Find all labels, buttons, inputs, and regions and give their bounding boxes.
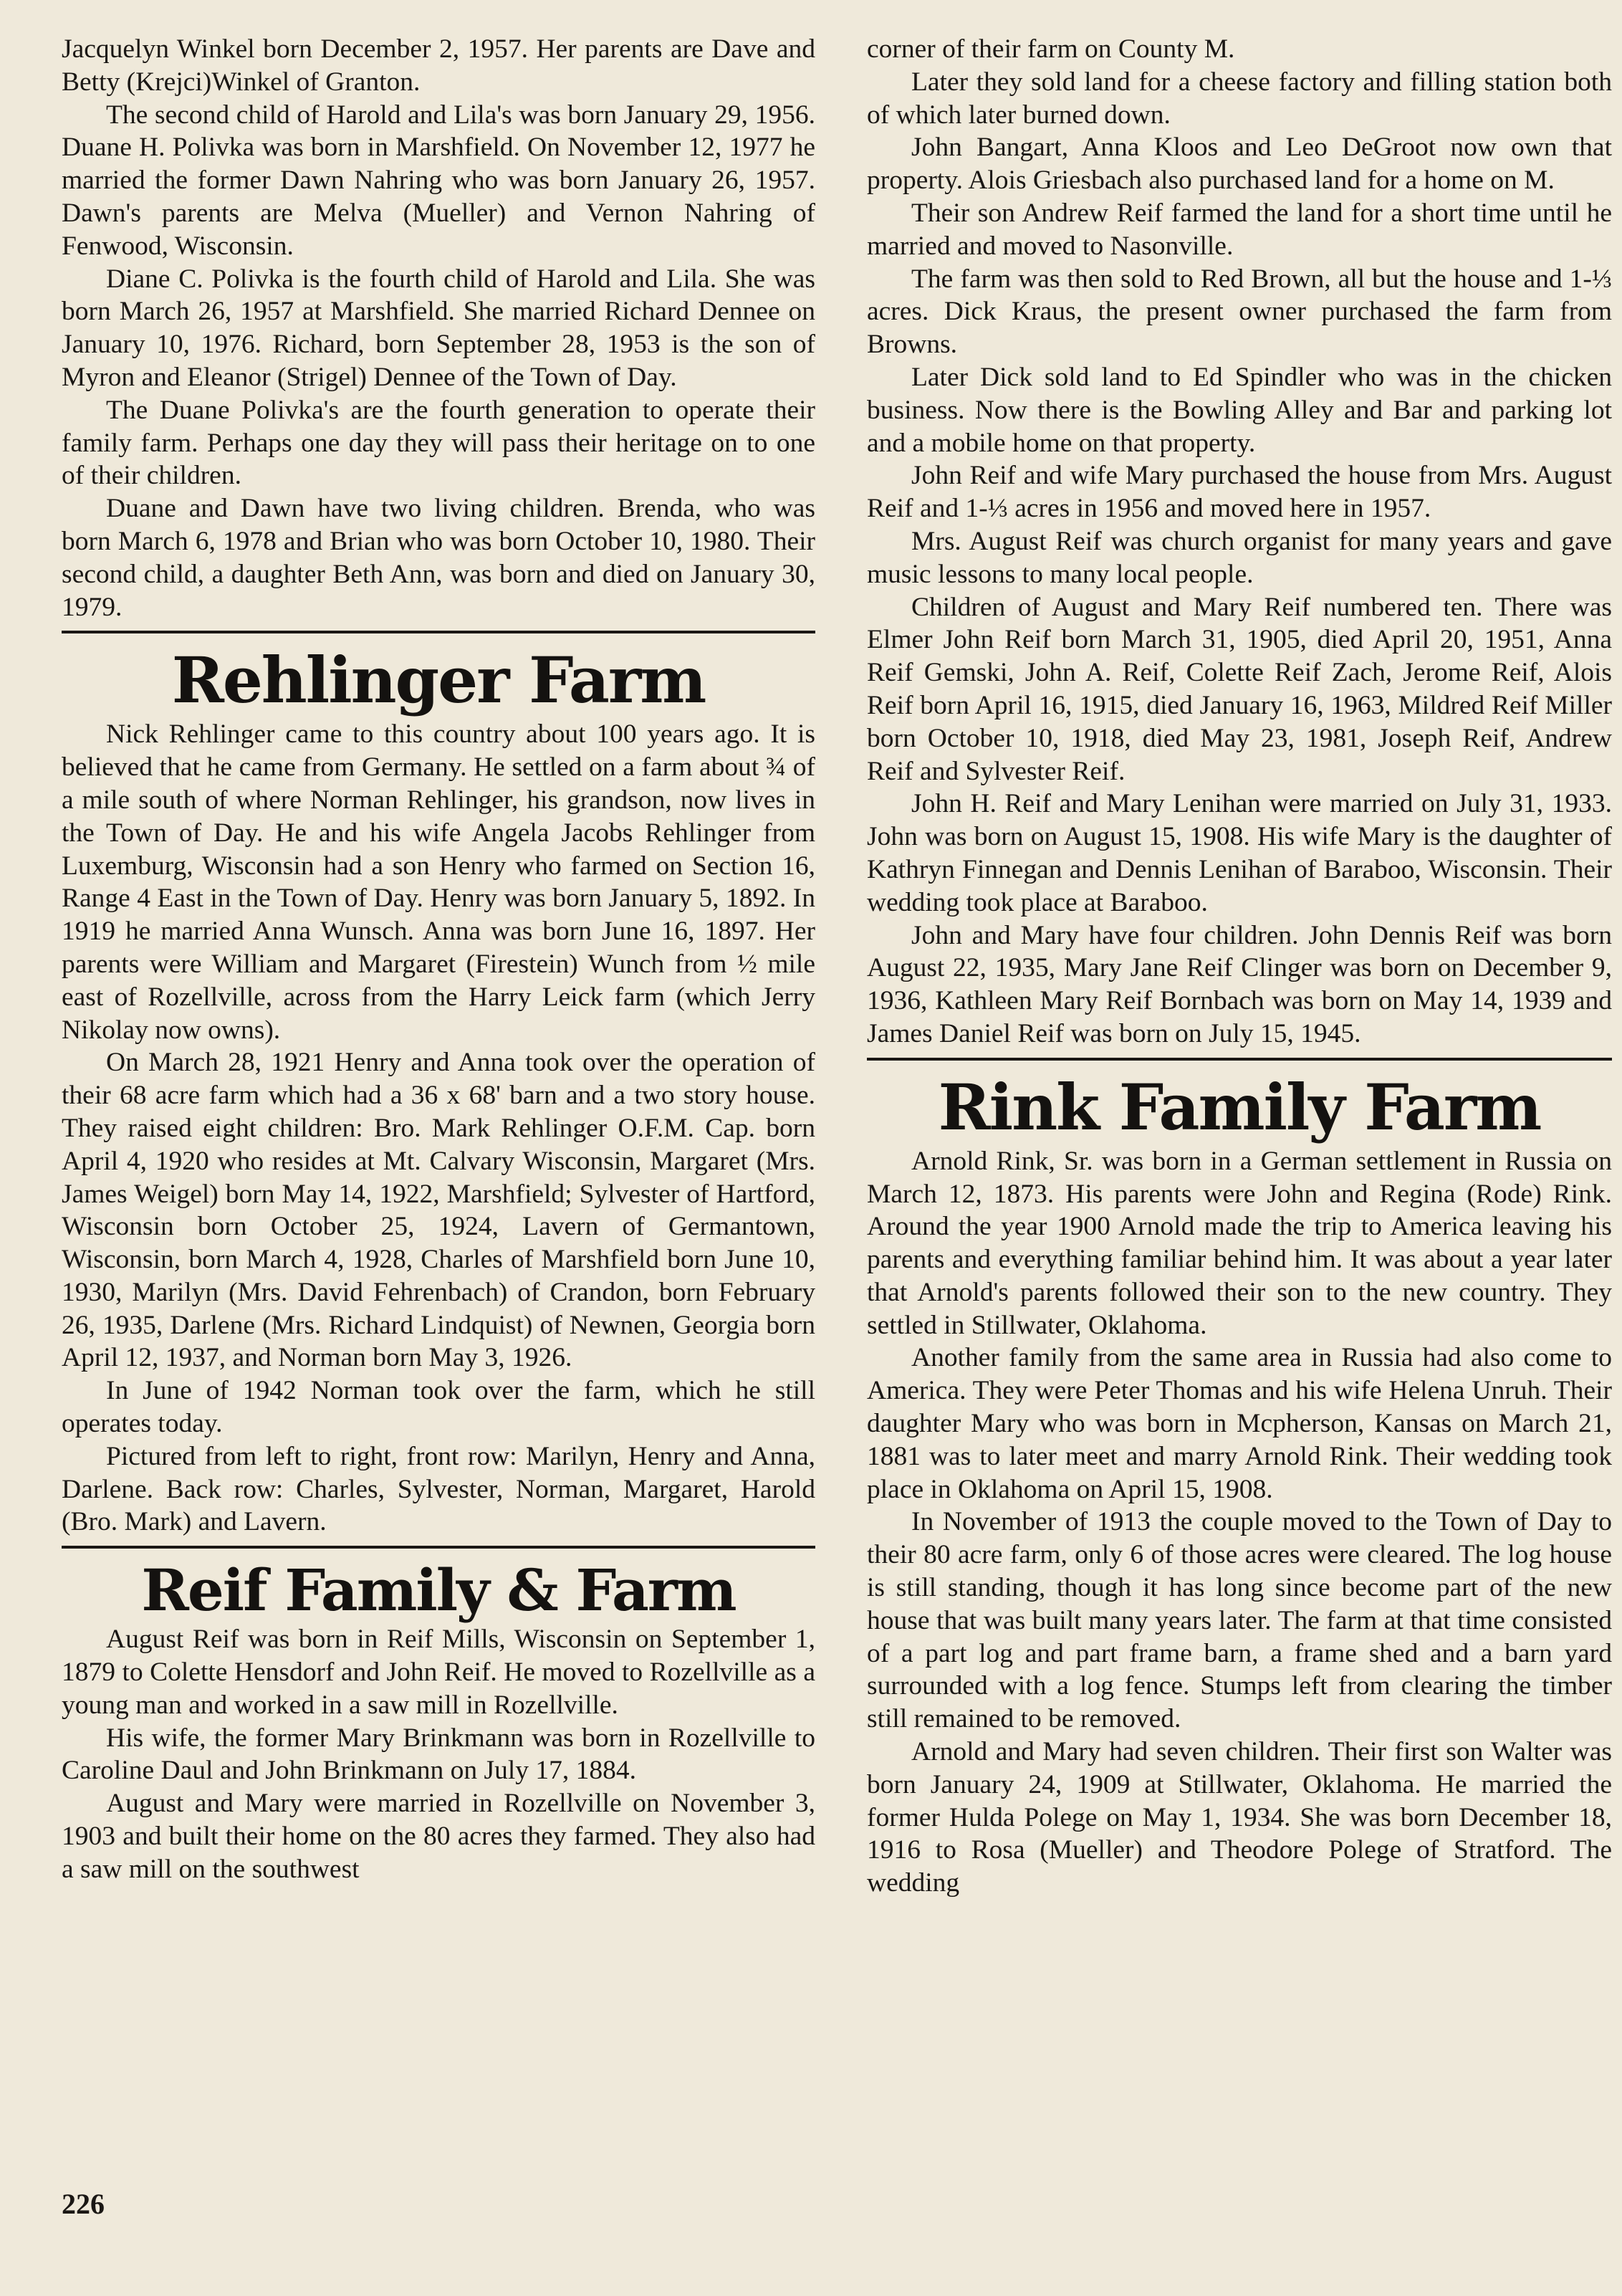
paragraph: The Duane Polivka's are the fourth generation to operate their family farm. Perhaps one day they will pass their heritage on to one of their children.: [62, 395, 815, 491]
section-heading-rink: Rink Family Farm: [938, 1069, 1541, 1144]
paragraph: August and Mary were married in Rozellville on November 3, 1903 and built their home on the 80 acres they farmed. They also had a saw mill on the southwest: [62, 1789, 815, 1884]
paragraph: John Bangart, Anna Kloos and Leo DeGroot now own that property. Alois Griesbach also purchased land for a home on M.: [867, 133, 1612, 196]
paragraph: John and Mary have four children. John Dennis Reif was born August 22, 1935, Mary Jane Reif Clinger was born on December 9, 1936, Kathleen Mary Reif Bornbach was born on May 14, 1939 and James Daniel Reif was born on July 15, 1945.: [867, 920, 1612, 1048]
left-column: [62, 33, 815, 1886]
paragraph: John Reif and wife Mary purchased the house from Mrs. August Reif and 1-⅓ acres in 1956 and moved here in 1957.: [867, 461, 1612, 524]
paragraph: Nick Rehlinger came to this country about 100 years ago. It is believed that he came from Germany. He settled on a farm about ¾ of a mile south of where Norman Rehlinger, his grandson, now lives in the Town of Day. He and his wife Angela Jacobs Rehlinger from Luxemburg, Wisconsin had a son Henry who farmed on Section 16, Range 4 East in the Town of Day. Henry was born January 5, 1892. In 1919 he married Anna Wunsch. Anna was born June 16, 1897. Her parents were William and Margaret (Firestein) Wunch from ½ mile east of Rozellville, across from the Harry Leick farm (which Jerry Nikolay now owns).: [62, 719, 815, 1045]
paragraph: Jacquelyn Winkel born December 2, 1957. Her parents are Dave and Betty (Krejci)Winkel of Granton.: [62, 34, 815, 97]
section-heading-rehlinger: Rehlinger Farm: [171, 643, 706, 718]
paragraph: The farm was then sold to Red Brown, all but the house and 1-⅓ acres. Dick Kraus, the present owner purchased the farm from Browns.: [867, 264, 1612, 360]
paragraph: Pictured from left to right, front row: Marilyn, Henry and Anna, Darlene. Back row: Charles, Sylvester, Norman, Margaret, Harold (Bro. Mark) and Lavern.: [62, 1441, 815, 1537]
paragraph: Their son Andrew Reif farmed the land for a short time until he married and moved to Nasonville.: [867, 198, 1612, 261]
paragraph: Later they sold land for a cheese factory and filling station both of which later burned down.: [867, 67, 1612, 130]
section-divider: [62, 631, 815, 633]
paragraph: In June of 1942 Norman took over the farm, which he still operates today.: [62, 1376, 815, 1439]
section-divider: [867, 1058, 1612, 1061]
page-number: 226: [62, 2188, 105, 2220]
paragraph: John H. Reif and Mary Lenihan were married on July 31, 1933. John was born on August 15, 1908. His wife Mary is the daughter of Kathryn Finnegan and Dennis Lenihan of Baraboo, Wisconsin. Their wedding took place at Baraboo.: [867, 789, 1612, 917]
section-heading-reif: Reif Family & Farm: [141, 1556, 736, 1625]
paragraph: On March 28, 1921 Henry and Anna took over the operation of their 68 acre farm which had a 36 x 68' barn and a two story house. They raised eight children: Bro. Mark Rehlinger O.F.M. Cap. born April 4, 1920 who resides at Mt. Calvary Wisconsin, Margaret (Mrs. James Weigel) born May 14, 1922, Marshfield; Sylvester of Hartford, Wisconsin born October 25, 1924, Lavern of Germantown, Wisconsin, born March 4, 1928, Charles of Marshfield born June 10, 1930, Marilyn (Mrs. David Fehrenbach) of Crandon, born February 26, 1935, Darlene (Mrs. Richard Lindquist) of Newnen, Georgia born April 12, 1937, and Norman born May 3, 1926.: [62, 1048, 815, 1373]
paragraph: Duane and Dawn have two living children. Brenda, who was born March 6, 1978 and Brian who was born October 10, 1980. Their second child, a daughter Beth Ann, was born and died on January 30, 1979.: [62, 494, 815, 622]
paragraph: Diane C. Polivka is the fourth child of Harold and Lila. She was born March 26, 1957 at Marshfield. She married Richard Dennee on January 10, 1976. Richard, born September 28, 1953 is the son of Myron and Eleanor (Strigel) Dennee of the Town of Day.: [62, 264, 815, 392]
paragraph: Mrs. August Reif was church organist for many years and gave music lessons to many local people.: [867, 526, 1612, 589]
paragraph: In November of 1913 the couple moved to the Town of Day to their 80 acre farm, only 6 of those acres were cleared. The log house is still standing, though it has long since become part of the new house that was built many years later. The farm at that time consisted of a part log and part frame barn, a frame shed and a barn yard surrounded with a log fence. Stumps left from clearing the timber still remained to be removed.: [867, 1507, 1612, 1734]
right-column: [867, 33, 1612, 1900]
section-divider: [62, 1546, 815, 1549]
paragraph: Another family from the same area in Russia had also come to America. They were Peter Thomas and his wife Helena Unruh. Their daughter Mary who was born in Mcpherson, Kansas on March 21, 1881 was to later meet and marry Arnold Rink. Their wedding took place in Oklahoma on April 15, 1908.: [867, 1343, 1612, 1504]
paragraph: August Reif was born in Reif Mills, Wisconsin on September 1, 1879 to Colette Hensdorf and John Reif. He moved to Rozellville as a young man and worked in a saw mill in Rozellville.: [62, 1625, 815, 1720]
paragraph: Arnold Rink, Sr. was born in a German settlement in Russia on March 12, 1873. His parents were John and Regina (Rode) Rink. Around the year 1900 Arnold made the trip to America leaving his parents and everything familiar behind him. It was about a year later that Arnold's parents followed their son to the new country. They settled in Stillwater, Oklahoma.: [867, 1146, 1612, 1340]
paragraph: His wife, the former Mary Brinkmann was born in Rozellville to Caroline Daul and John Brinkmann on July 17, 1884.: [62, 1723, 815, 1786]
paragraph: The second child of Harold and Lila's was born January 29, 1956. Duane H. Polivka was born in Marshfield. On November 12, 1977 he married the former Dawn Nahring who was born January 26, 1957. Dawn's parents are Melva (Mueller) and Vernon Nahring of Fenwood, Wisconsin.: [62, 100, 815, 261]
paragraph: corner of their farm on County M.: [867, 34, 1235, 64]
paragraph: Arnold and Mary had seven children. Their first son Walter was born January 24, 1909 at Stillwater, Oklahoma. He married the former Hulda Polege on May 1, 1934. She was born December 18, 1916 to Rosa (Mueller) and Theodore Polege of Stratford. The wedding: [867, 1737, 1612, 1898]
paragraph: Later Dick sold land to Ed Spindler who was in the chicken business. Now there is the Bowling Alley and Bar and parking lot and a mobile home on that property.: [867, 362, 1612, 458]
paragraph: Children of August and Mary Reif numbered ten. There was Elmer John Reif born March 31, 1905, died April 20, 1951, Anna Reif Gemski, John A. Reif, Colette Reif Zach, Jerome Reif, Alois Reif born April 16, 1915, died January 16, 1963, Mildred Reif Miller born October 10, 1918, died May 23, 1981, Joseph Reif, Andrew Reif and Sylvester Reif.: [867, 592, 1612, 786]
